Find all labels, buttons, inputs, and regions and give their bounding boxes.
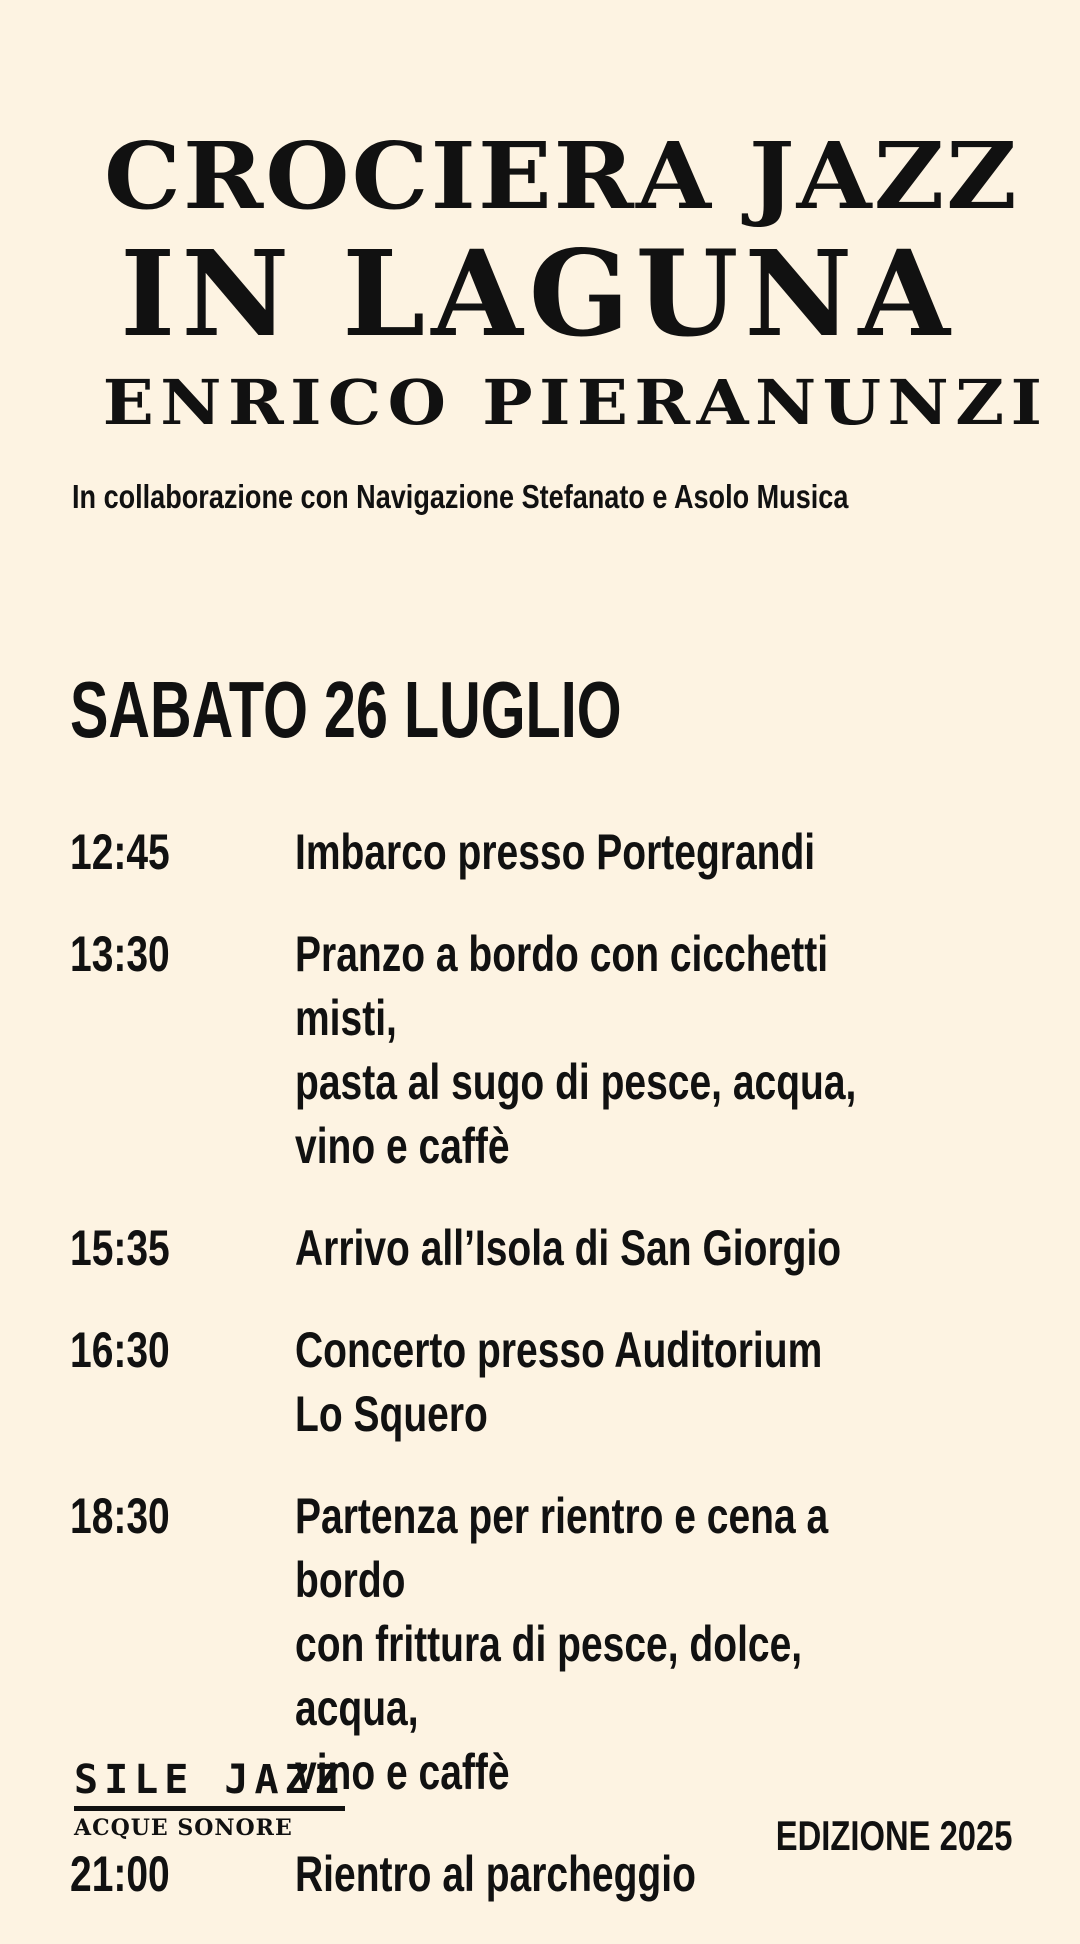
title-line-1: CROCIERA JAZZ — [104, 122, 1019, 230]
schedule-description: Imbarco presso Portegrandi — [295, 824, 816, 880]
event-date: SABATO 26 LUGLIO — [70, 665, 622, 754]
logo-main-text: SILE JAZZ — [74, 1760, 345, 1811]
schedule-row — [70, 1216, 1030, 1280]
schedule-time: 13:30 — [70, 926, 170, 982]
sile-jazz-logo — [74, 1757, 345, 1841]
schedule-description: Pranzo a bordo con cicchetti misti, pasta al sugo di pesce, acqua, vino e caffè — [295, 926, 857, 1174]
schedule-time: 18:30 — [70, 1488, 170, 1544]
collaboration-subtitle: In collaborazione con Navigazione Stefanato e Asolo Musica — [72, 478, 849, 515]
schedule-time: 16:30 — [70, 1322, 170, 1378]
schedule-description: Concerto presso Auditorium Lo Squero — [295, 1322, 823, 1442]
title-artist: ENRICO PIERANUNZI — [102, 366, 1049, 439]
schedule-description: Rientro al parcheggio — [295, 1846, 696, 1902]
schedule-description: Arrivo all’Isola di San Giorgio — [295, 1220, 842, 1276]
schedule-row — [70, 1318, 1030, 1446]
edition-label: EDIZIONE 2025 — [775, 1812, 1012, 1859]
schedule-row — [70, 1484, 1030, 1804]
schedule-row — [70, 820, 1030, 884]
logo-sub-text: ACQUE SONORE — [74, 1815, 293, 1841]
title-line-2: IN LAGUNA — [120, 224, 956, 363]
schedule-description: Partenza per rientro e cena a bordo con frittura di pesce, dolce, acqua, vino e caffè — [295, 1488, 829, 1800]
schedule-time: 12:45 — [70, 824, 170, 880]
schedule-time: 15:35 — [70, 1220, 170, 1276]
schedule-time: 21:00 — [70, 1846, 170, 1902]
schedule-row — [70, 922, 1030, 1178]
